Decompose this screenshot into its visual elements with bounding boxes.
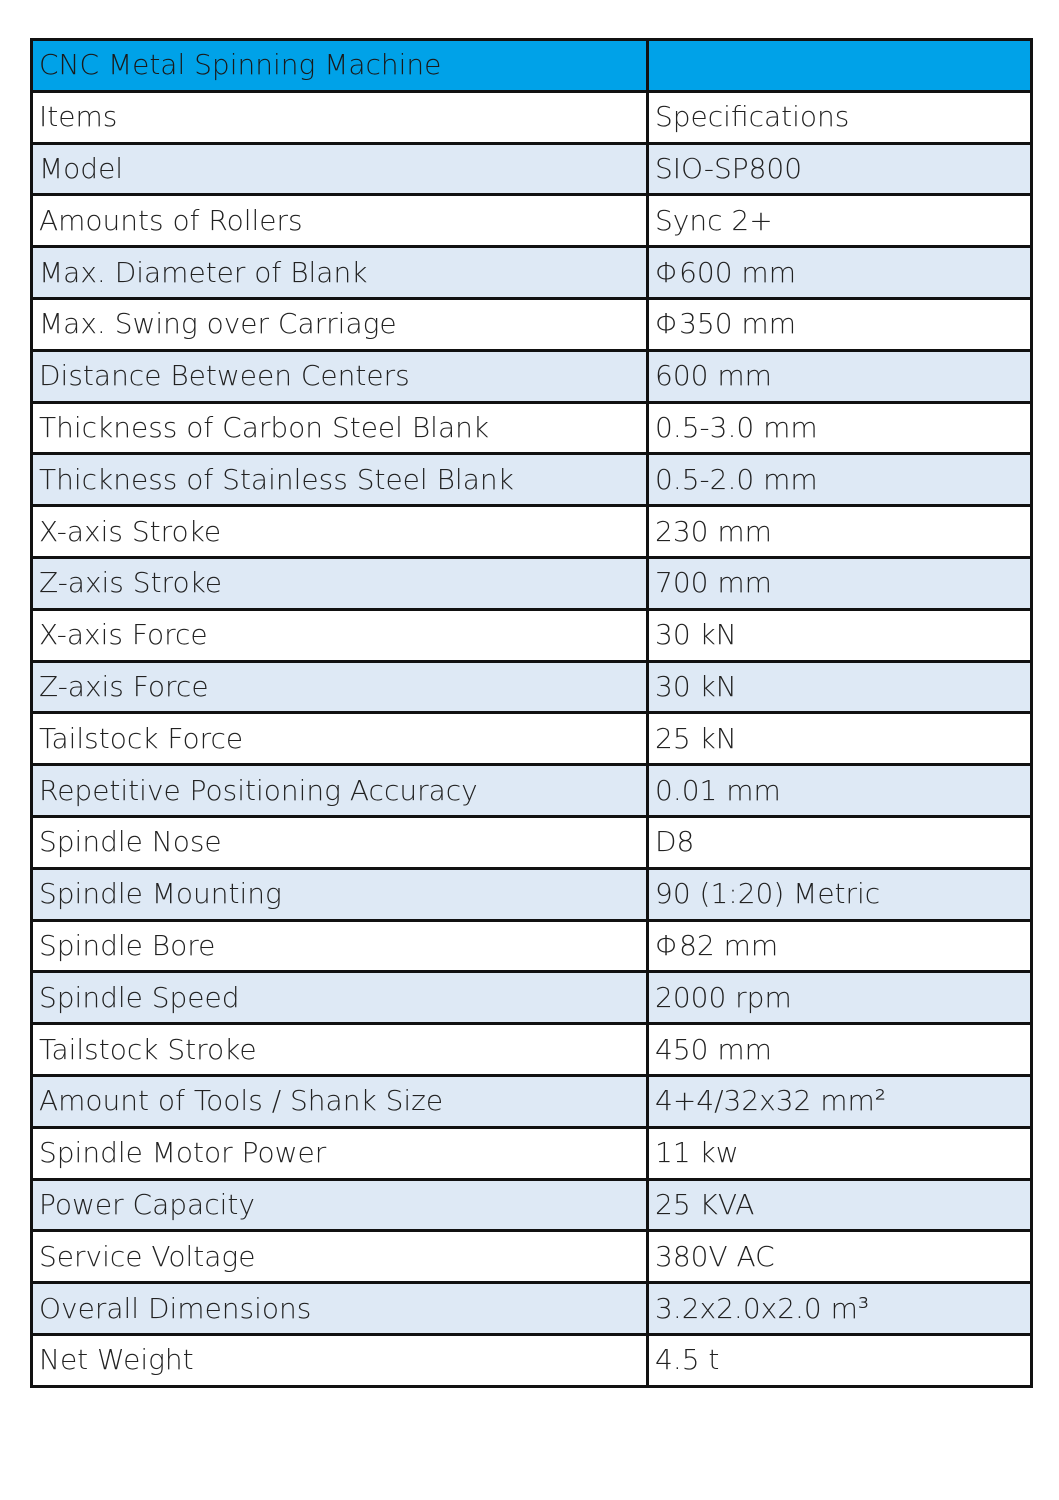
spec-cell: 25 kN bbox=[648, 713, 1032, 765]
table-row bbox=[32, 1179, 1032, 1231]
spec-cell: 380V AC bbox=[648, 1231, 1032, 1283]
table-row bbox=[32, 506, 1032, 558]
spec-cell: 30 kN bbox=[648, 661, 1032, 713]
item-cell: X-axis Stroke bbox=[32, 506, 648, 558]
table-row bbox=[32, 920, 1032, 972]
table-title-row bbox=[32, 40, 1032, 92]
item-cell: Net Weight bbox=[32, 1334, 648, 1386]
item-cell: Spindle Bore bbox=[32, 920, 648, 972]
spec-cell: 3.2x2.0x2.0 m³ bbox=[648, 1283, 1032, 1335]
column-header-items: Items bbox=[32, 91, 648, 143]
table-title: CNC Metal Spinning Machine bbox=[32, 40, 648, 92]
item-cell: Amount of Tools / Shank Size bbox=[32, 1075, 648, 1127]
spec-cell: 11 kw bbox=[648, 1127, 1032, 1179]
item-cell: Spindle Speed bbox=[32, 972, 648, 1024]
spec-cell: 0.01 mm bbox=[648, 765, 1032, 817]
item-cell: Spindle Nose bbox=[32, 816, 648, 868]
spec-cell: 30 kN bbox=[648, 609, 1032, 661]
column-header-specifications: Specifications bbox=[648, 91, 1032, 143]
table-row bbox=[32, 609, 1032, 661]
table-row bbox=[32, 1283, 1032, 1335]
table-row bbox=[32, 868, 1032, 920]
spec-cell: 2000 rpm bbox=[648, 972, 1032, 1024]
item-cell: Spindle Motor Power bbox=[32, 1127, 648, 1179]
item-cell: Thickness of Carbon Steel Blank bbox=[32, 402, 648, 454]
spec-cell: 90 (1:20) Metric bbox=[648, 868, 1032, 920]
item-cell: Spindle Mounting bbox=[32, 868, 648, 920]
table-row bbox=[32, 454, 1032, 506]
table-row bbox=[32, 661, 1032, 713]
spec-cell: 600 mm bbox=[648, 350, 1032, 402]
spec-cell: 0.5-3.0 mm bbox=[648, 402, 1032, 454]
spec-cell: Φ82 mm bbox=[648, 920, 1032, 972]
table-row bbox=[32, 1075, 1032, 1127]
table-header-row bbox=[32, 91, 1032, 143]
item-cell: Max. Diameter of Blank bbox=[32, 247, 648, 299]
item-cell: Tailstock Force bbox=[32, 713, 648, 765]
table-row bbox=[32, 765, 1032, 817]
spec-cell: 230 mm bbox=[648, 506, 1032, 558]
item-cell: Tailstock Stroke bbox=[32, 1024, 648, 1076]
item-cell: Model bbox=[32, 143, 648, 195]
item-cell: Amounts of Rollers bbox=[32, 195, 648, 247]
table-row bbox=[32, 195, 1032, 247]
spec-cell: D8 bbox=[648, 816, 1032, 868]
table-row bbox=[32, 402, 1032, 454]
item-cell: Z-axis Force bbox=[32, 661, 648, 713]
spec-cell: 4+4/32x32 mm² bbox=[648, 1075, 1032, 1127]
table-row bbox=[32, 143, 1032, 195]
item-cell: Overall Dimensions bbox=[32, 1283, 648, 1335]
item-cell: Z-axis Stroke bbox=[32, 557, 648, 609]
table-row bbox=[32, 298, 1032, 350]
spec-table bbox=[30, 38, 1033, 1388]
table-row bbox=[32, 816, 1032, 868]
table-row bbox=[32, 247, 1032, 299]
table-row bbox=[32, 713, 1032, 765]
spec-cell: Sync 2+ bbox=[648, 195, 1032, 247]
item-cell: X-axis Force bbox=[32, 609, 648, 661]
table-row bbox=[32, 557, 1032, 609]
spec-cell: SIO-SP800 bbox=[648, 143, 1032, 195]
item-cell: Distance Between Centers bbox=[32, 350, 648, 402]
table-title-value bbox=[648, 40, 1032, 92]
table-row bbox=[32, 1231, 1032, 1283]
spec-cell: Φ600 mm bbox=[648, 247, 1032, 299]
spec-cell: Φ350 mm bbox=[648, 298, 1032, 350]
item-cell: Thickness of Stainless Steel Blank bbox=[32, 454, 648, 506]
item-cell: Power Capacity bbox=[32, 1179, 648, 1231]
spec-cell: 25 KVA bbox=[648, 1179, 1032, 1231]
table-row bbox=[32, 1127, 1032, 1179]
item-cell: Repetitive Positioning Accuracy bbox=[32, 765, 648, 817]
spec-cell: 700 mm bbox=[648, 557, 1032, 609]
spec-cell: 0.5-2.0 mm bbox=[648, 454, 1032, 506]
spec-cell: 4.5 t bbox=[648, 1334, 1032, 1386]
table-row bbox=[32, 1024, 1032, 1076]
table-row bbox=[32, 350, 1032, 402]
item-cell: Max. Swing over Carriage bbox=[32, 298, 648, 350]
table-row bbox=[32, 1334, 1032, 1386]
spec-cell: 450 mm bbox=[648, 1024, 1032, 1076]
table-row bbox=[32, 972, 1032, 1024]
item-cell: Service Voltage bbox=[32, 1231, 648, 1283]
